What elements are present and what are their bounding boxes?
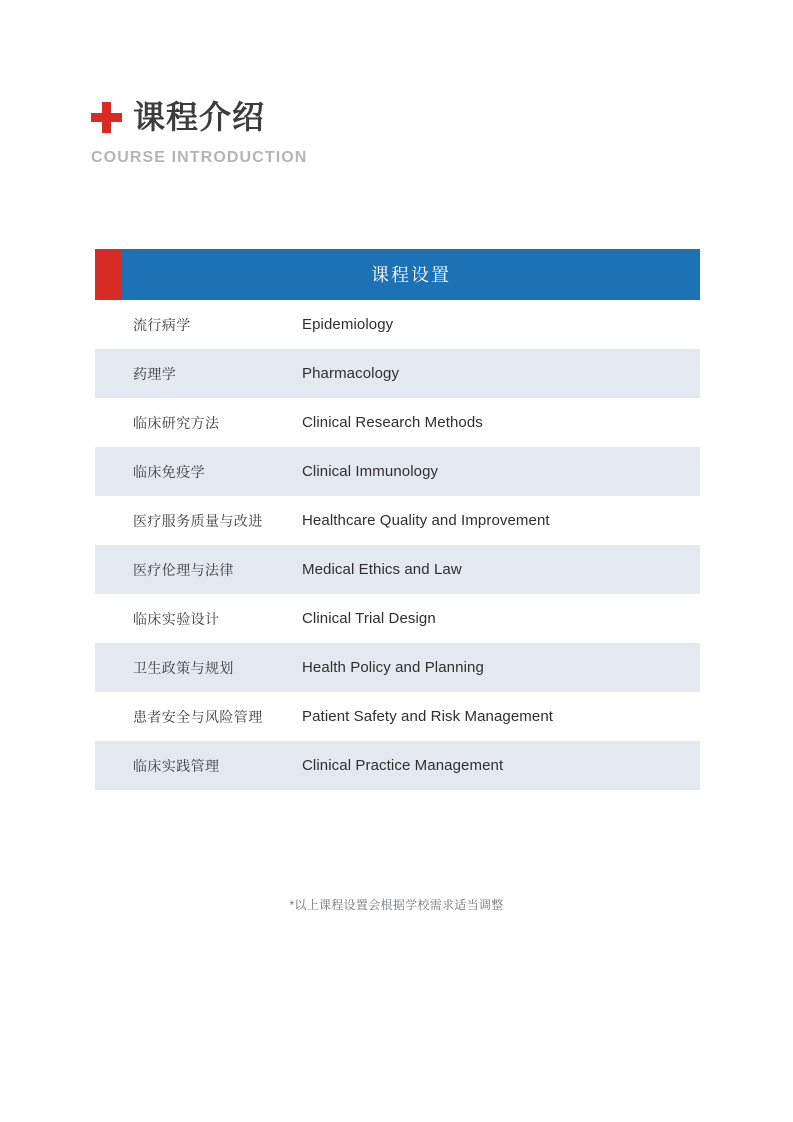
table-row xyxy=(95,398,700,447)
table-row xyxy=(95,643,700,692)
course-name-cn: 临床免疫学 xyxy=(133,463,205,480)
table-header-title: 课程设置 xyxy=(371,264,451,285)
table-row xyxy=(95,349,700,398)
course-table xyxy=(95,249,700,790)
course-name-cn: 流行病学 xyxy=(133,316,191,333)
course-name-en: Epidemiology xyxy=(302,316,394,333)
page-title-row xyxy=(91,96,711,138)
course-name-cn: 卫生政策与规划 xyxy=(133,659,234,676)
course-name-en: Clinical Immunology xyxy=(302,463,439,480)
course-name-en: Clinical Trial Design xyxy=(302,610,436,627)
course-name-en: Healthcare Quality and Improvement xyxy=(302,512,550,529)
table-header-accent-bar xyxy=(95,249,122,300)
table-row xyxy=(95,300,700,349)
course-name-cn: 临床实践管理 xyxy=(133,757,220,774)
course-name-en: Clinical Research Methods xyxy=(302,414,483,431)
page-subtitle: COURSE INTRODUCTION xyxy=(91,149,308,166)
table-row xyxy=(95,741,700,790)
course-name-en: Clinical Practice Management xyxy=(302,757,504,774)
course-name-cn: 临床研究方法 xyxy=(133,414,220,431)
course-name-en: Health Policy and Planning xyxy=(302,659,484,676)
table-header xyxy=(95,249,700,300)
course-name-cn: 医疗伦理与法律 xyxy=(133,561,234,578)
page-header xyxy=(91,96,711,166)
table-row xyxy=(95,447,700,496)
page-title: 课程介绍 xyxy=(133,99,266,135)
course-name-cn: 患者安全与风险管理 xyxy=(133,708,263,725)
course-name-cn: 医疗服务质量与改进 xyxy=(133,512,263,529)
table-row xyxy=(95,496,700,545)
course-name-en: Pharmacology xyxy=(302,365,400,382)
table-header-bar xyxy=(122,249,700,300)
course-name-en: Patient Safety and Risk Management xyxy=(302,708,554,725)
footnote: *以上课程设置会根据学校需求适当调整 xyxy=(289,898,504,912)
course-name-cn: 药理学 xyxy=(133,365,177,382)
table-row xyxy=(95,594,700,643)
red-cross-icon xyxy=(91,102,122,133)
table-body xyxy=(95,300,700,790)
table-row xyxy=(95,692,700,741)
course-name-en: Medical Ethics and Law xyxy=(302,561,462,578)
course-name-cn: 临床实验设计 xyxy=(133,610,220,627)
table-row xyxy=(95,545,700,594)
